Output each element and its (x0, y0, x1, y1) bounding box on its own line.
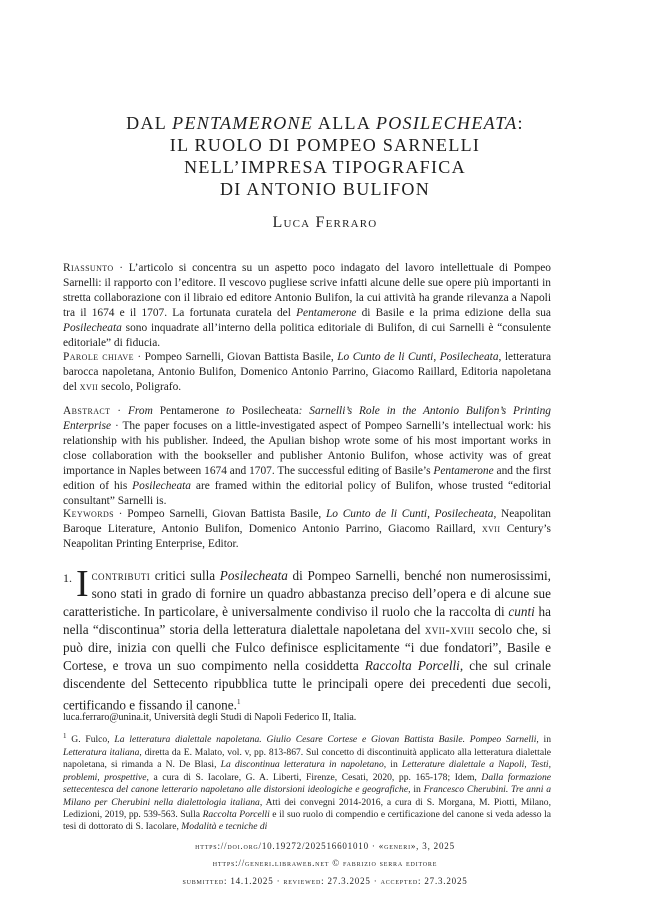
riassunto-block: Riassunto · L’articolo si concentra su un aspetto poco indagato del lavoro intellettuale di Pompeo Sarnelli: il rapporto con l’editore. Il vescovo pugliese scrive infatti alcune delle sue opere più importanti in stretta collaborazione con il libraio ed editore Antonio Bulifon, la cui attività ha grande rilevanza a Napoli tra il 1674 e il 1707. La fortunata curatela del Pentamerone di Basile e la prima edizione della sua Posilecheata sono inquadrate all’interno della politica editoriale di Bulifon, di cui Sarnelli è “consulente editoriale” di fiducia. (63, 262, 551, 349)
footer-doi[interactable]: https://doi.org/10.19272/202516601010 · «generi», 3, 2025 (195, 841, 455, 851)
footnotes (63, 712, 551, 834)
footer-publisher[interactable]: https://generi.libraweb.net © fabrizio serra editore (212, 858, 438, 868)
section-number: 1. (63, 571, 72, 585)
keywords-label: Keywords (63, 508, 114, 520)
abstract-block: Abstract · From Pentamerone to Posilecheata: Sarnelli’s Role in the Antonio Bulifon’s Printing Enterprise · The paper focuses on a little-investigated aspect of Pompeo Sarnelli’s intellectual work: his relationship with his publisher. Indeed, the Apulian bishop wrote some of his most important works in close collaboration with the bookseller and publisher Antonio Bulifon, whose activity was of great importance in Naples between 1674 and 1707. The successful editing of Basile’s Pentamerone and the first edition of his Posilecheata are framed within the editorial policy of Bulifon, whose trusted “editorial consultant” Sarnelli is. (63, 405, 551, 507)
author-email: luca.ferraro@unina.it, Università degli Studi di Napoli Federico II, Italia. (63, 712, 357, 723)
keywords-block: Keywords · Pompeo Sarnelli, Giovan Battista Basile, Lo Cunto de li Cunti, Posilecheata, Neapolitan Baroque Literature, Antonio Bulifon, Domenico Antonio Parrino, Giacomo Raillard, xvii Century’s Neapolitan Printing Enterprise, Editor. (63, 508, 551, 550)
title-line-3: NELL’IMPRESA TIPOGRAFICA (184, 157, 466, 177)
title-line-2: IL RUOLO DI POMPEO SARNELLI (169, 135, 481, 155)
body-paragraph: 1. I contributi critici sulla Posilecheata di Pompeo Sarnelli, benché non numerosissimi, sono stati in grado di fornire un quadro abbastanza preciso dell’opera e di alcune sue caratteristiche. In particolare, è universalmente condiviso il ruolo che la raccolta di cunti ha nella “discontinua” storia della letteratura dialettale napoletana del xvii-xviii secolo che, si può dire, inizia con quelli che Fulco definisce esplicitamente “i due fondatori”, Basile e Cortese, e trova un suo compimento nella cosiddetta Raccolta Porcelli, che sul crinale discendente del Settecento ripubblica tutte le principali opere dei precedenti due secoli, certificando e fissando il canone.$^1$ (63, 563, 551, 713)
footnote-1: $^1$ G. Fulco, La letteratura dialettale napoletana. Giulio Cesare Cortese e Giovan Battista Basile. Pompeo Sarnelli, in Letteratura italiana, diretta da E. Malato, vol. v, pp. 813-867. Sul concetto di discontinuità applicato alla letteratura dialettale napoletana, si rimanda a N. De Blasi, La discontinua letteratura in napoletano, in Letterature dialettale a Napoli, Testi, problemi, prospettive, a cura di S. Iacolare, G. A. Liberti, Firenze, Cesati, 2020, pp. 165-178; Idem, Dalla formazione settecentesca del canone letterario napoletano alle distorsioni ideologiche e geografiche, in Francesco Cherubini. Tre anni a Milano per Cherubini nella dialettologia italiana, Atti dei convegni 2014-2016, a cura di S. Morgana, M. Piotti, Milano, Ledizioni, 2019, pp. 539-563. Sulla Raccolta Porcelli e il suo ruolo di compendio e certificazione del canone si veda adesso la tesi di dottorato di S. Iacolare, Modalità e tecniche di (63, 732, 552, 833)
parole-chiave-label: Parole chiave (63, 351, 134, 363)
abstract-label: Abstract (63, 405, 111, 417)
footer-dates: submitted: 14.1.2025 · reviewed: 27.3.2025 · accepted: 27.3.2025 (182, 876, 468, 886)
riassunto-label: Riassunto (63, 262, 114, 274)
title-line-4: DI ANTONIO BULIFON (219, 179, 431, 199)
footnote-ref[interactable]: 1 (236, 698, 241, 706)
parole-chiave-block: Parole chiave · Pompeo Sarnelli, Giovan Battista Basile, Lo Cunto de li Cunti, Posilecheata, letteratura barocca napoletana, Antonio Bulifon, Domenico Antonio Parrino, Giacomo Raillard, Editoria napoletana del xvii secolo, Poligrafo. (63, 351, 552, 393)
article-title (40, 112, 610, 200)
title-line-1: DAL PENTAMERONE ALLA POSILECHEATA: (126, 113, 524, 133)
article-author: Luca Ferraro (272, 214, 378, 231)
drop-cap: I (76, 563, 89, 605)
